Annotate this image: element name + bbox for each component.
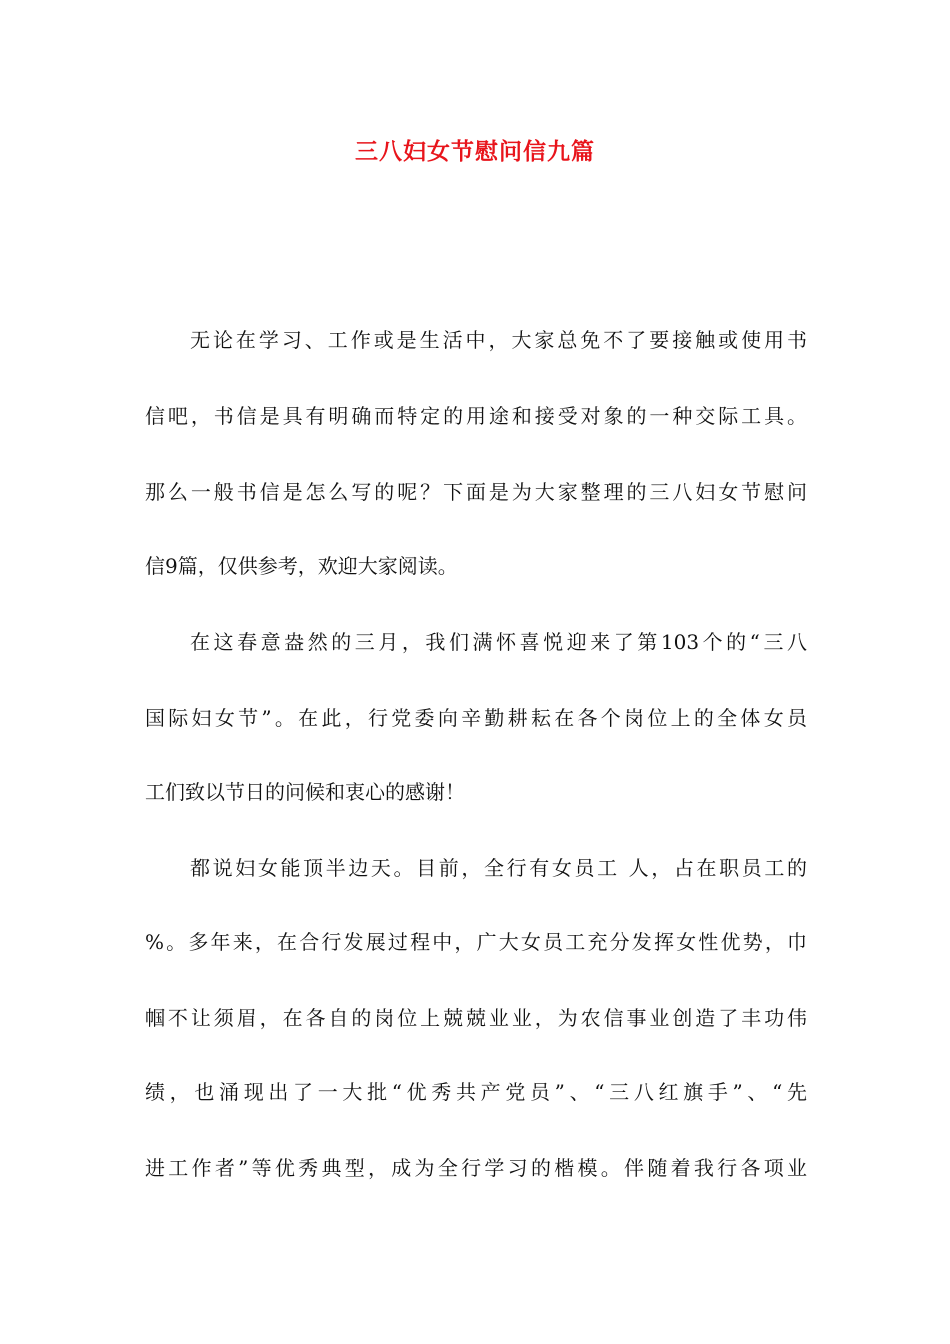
body-line: 那么一般书信是怎么写的呢？下面是为大家整理的三八妇女节慰问 — [145, 480, 807, 504]
body-line: %。多年来，在合行发展过程中，广大女员工充分发挥女性优势，巾 — [145, 930, 807, 954]
document-title: 三八妇女节慰问信九篇 — [355, 139, 595, 165]
body-line: 进工作者”等优秀典型，成为全行学习的楷模。伴随着我行各项业 — [145, 1156, 807, 1180]
body-line: 国际妇女节”。在此，行党委向辛勤耕耘在各个岗位上的全体女员 — [145, 706, 807, 730]
body-line: 都说妇女能顶半边天。目前，全行有女员工 人，占在职员工的 — [190, 856, 807, 880]
body-line: 工们致以节日的问候和衷心的感谢！ — [145, 780, 465, 804]
body-line: 无论在学习、工作或是生活中，大家总免不了要接触或使用书 — [190, 328, 807, 352]
body-line: 信吧，书信是具有明确而特定的用途和接受对象的一种交际工具。 — [145, 404, 807, 428]
body-line: 绩，也涌现出了一大批“优秀共产党员”、“三八红旗手”、“先 — [145, 1080, 807, 1104]
body-line: 在这春意盎然的三月，我们满怀喜悦迎来了第103个的“三八 — [190, 630, 807, 654]
body-line: 帼不让须眉，在各自的岗位上兢兢业业，为农信事业创造了丰功伟 — [145, 1006, 807, 1030]
body-line: 信9篇，仅供参考，欢迎大家阅读。 — [145, 554, 458, 578]
